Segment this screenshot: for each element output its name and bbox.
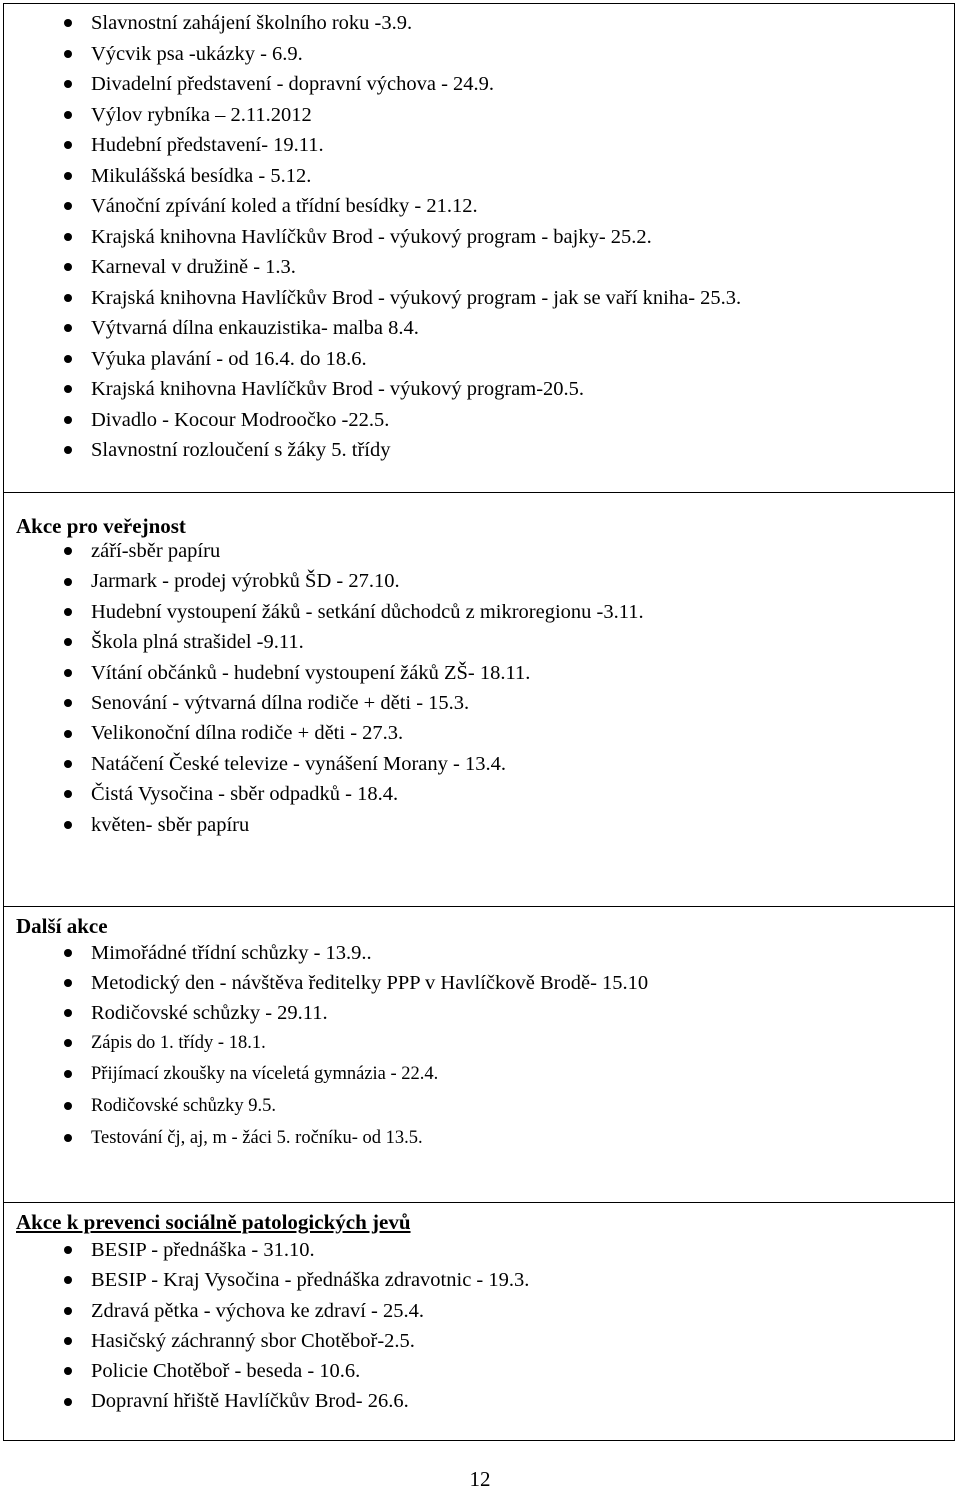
bullet-icon: [64, 172, 72, 180]
bullet-icon: [64, 821, 72, 829]
bullet-icon: [64, 385, 72, 393]
bullet-icon: [64, 294, 72, 302]
bullet-icon: [64, 760, 72, 768]
bullet-icon: [64, 1367, 72, 1375]
bullet-icon: [64, 669, 72, 677]
list-item: Čistá Vysočina - sběr odpadků - 18.4.: [4, 779, 954, 809]
list-item: Jarmark - prodej výrobků ŠD - 27.10.: [4, 566, 954, 596]
list-item: Rodičovské schůzky 9.5.: [4, 1090, 954, 1122]
list-item: Divadlo - Kocour Modroočko -22.5.: [4, 405, 954, 436]
prevention-events-cell: [4, 1202, 954, 1442]
list-item: Krajská knihovna Havlíčkův Brod - výukový program-20.5.: [4, 374, 954, 405]
public-events-list: [4, 536, 954, 840]
bullet-icon: [64, 1276, 72, 1284]
bullet-icon: [64, 979, 72, 987]
list-item: Policie Chotěboř - beseda - 10.6.: [4, 1356, 954, 1386]
bullet-icon: [64, 730, 72, 738]
list-item: Krajská knihovna Havlíčkův Brod - výukový program - bajky- 25.2.: [4, 222, 954, 253]
list-item: Slavnostní rozloučení s žáky 5. třídy: [4, 435, 954, 466]
bullet-icon: [64, 202, 72, 210]
other-events-cell: [4, 906, 954, 1202]
list-item: Výlov rybníka – 2.11.2012: [4, 100, 954, 131]
list-item: Testování čj, aj, m - žáci 5. ročníku- od 13.5.: [4, 1122, 954, 1154]
bullet-icon: [64, 141, 72, 149]
list-item: Divadelní představení - dopravní výchova - 24.9.: [4, 69, 954, 100]
public-events-cell: [4, 492, 954, 906]
bullet-icon: [64, 1307, 72, 1315]
bullet-icon: [64, 1398, 72, 1406]
bullet-icon: [64, 578, 72, 586]
list-item: Rodičovské schůzky - 29.11.: [4, 998, 954, 1028]
section-heading: Akce pro veřejnost: [16, 514, 186, 538]
bullet-icon: [64, 1134, 72, 1142]
list-item: Výtvarná dílna enkauzistika- malba 8.4.: [4, 313, 954, 344]
list-item: Hudební představení- 19.11.: [4, 130, 954, 161]
list-item: Velikonoční dílna rodiče + děti - 27.3.: [4, 718, 954, 748]
list-item: Zápis do 1. třídy - 18.1.: [4, 1028, 954, 1058]
bullet-icon: [64, 446, 72, 454]
bullet-icon: [64, 699, 72, 707]
list-item: květen- sběr papíru: [4, 810, 954, 840]
list-item: Senování - výtvarná dílna rodiče + děti - 15.3.: [4, 688, 954, 718]
bullet-icon: [64, 263, 72, 271]
list-item: Výcvik psa -ukázky - 6.9.: [4, 39, 954, 70]
bullet-icon: [64, 638, 72, 646]
list-item: Vítání občánků - hudební vystoupení žáků ZŠ- 18.11.: [4, 658, 954, 688]
list-item: Slavnostní zahájení školního roku -3.9.: [4, 8, 954, 39]
bullet-icon: [64, 416, 72, 424]
school-events-cell: [4, 4, 954, 492]
bullet-icon: [64, 50, 72, 58]
list-item: Natáčení České televize - vynášení Morany - 13.4.: [4, 749, 954, 779]
prevention-events-list: [4, 1235, 954, 1417]
list-item: BESIP - Kraj Vysočina - přednáška zdravotnic - 19.3.: [4, 1265, 954, 1295]
page-number: 12: [469, 1467, 491, 1491]
bullet-icon: [64, 790, 72, 798]
section-heading: Akce k prevenci sociálně patologických jevů: [16, 1210, 411, 1234]
bullet-icon: [64, 1009, 72, 1017]
other-events-list: [4, 938, 954, 1154]
bullet-icon: [64, 1246, 72, 1254]
list-item: Metodický den - návštěva ředitelky PPP v Havlíčkově Brodě- 15.10: [4, 968, 954, 998]
bullet-icon: [64, 1102, 72, 1110]
bullet-icon: [64, 111, 72, 119]
list-item: září-sběr papíru: [4, 536, 954, 566]
list-item: Vánoční zpívání koled a třídní besídky - 21.12.: [4, 191, 954, 222]
bullet-icon: [64, 19, 72, 27]
bullet-icon: [64, 1039, 72, 1047]
list-item: Zdravá pětka - výchova ke zdraví - 25.4.: [4, 1296, 954, 1326]
list-item: Hudební vystoupení žáků - setkání důchodců z mikroregionu -3.11.: [4, 597, 954, 627]
list-item: Škola plná strašidel -9.11.: [4, 627, 954, 657]
list-item: Mimořádné třídní schůzky - 13.9..: [4, 938, 954, 968]
bullet-icon: [64, 1337, 72, 1345]
section-heading: Další akce: [16, 914, 108, 938]
bullet-icon: [64, 608, 72, 616]
bullet-icon: [64, 1070, 72, 1078]
list-item: Mikulášská besídka - 5.12.: [4, 161, 954, 192]
list-item: Hasičský záchranný sbor Chotěboř-2.5.: [4, 1326, 954, 1356]
list-item: Karneval v družině - 1.3.: [4, 252, 954, 283]
list-item: Výuka plavání - od 16.4. do 18.6.: [4, 344, 954, 375]
bullet-icon: [64, 324, 72, 332]
list-item: BESIP - přednáška - 31.10.: [4, 1235, 954, 1265]
bullet-icon: [64, 949, 72, 957]
bullet-icon: [64, 355, 72, 363]
list-item: Dopravní hřiště Havlíčkův Brod- 26.6.: [4, 1386, 954, 1416]
list-item: Přijímací zkoušky na víceletá gymnázia - 22.4.: [4, 1058, 954, 1090]
bullet-icon: [64, 233, 72, 241]
school-events-list: [4, 8, 954, 466]
bullet-icon: [64, 80, 72, 88]
events-table: [3, 3, 955, 1441]
list-item: Krajská knihovna Havlíčkův Brod - výukový program - jak se vaří kniha- 25.3.: [4, 283, 954, 314]
bullet-icon: [64, 547, 72, 555]
